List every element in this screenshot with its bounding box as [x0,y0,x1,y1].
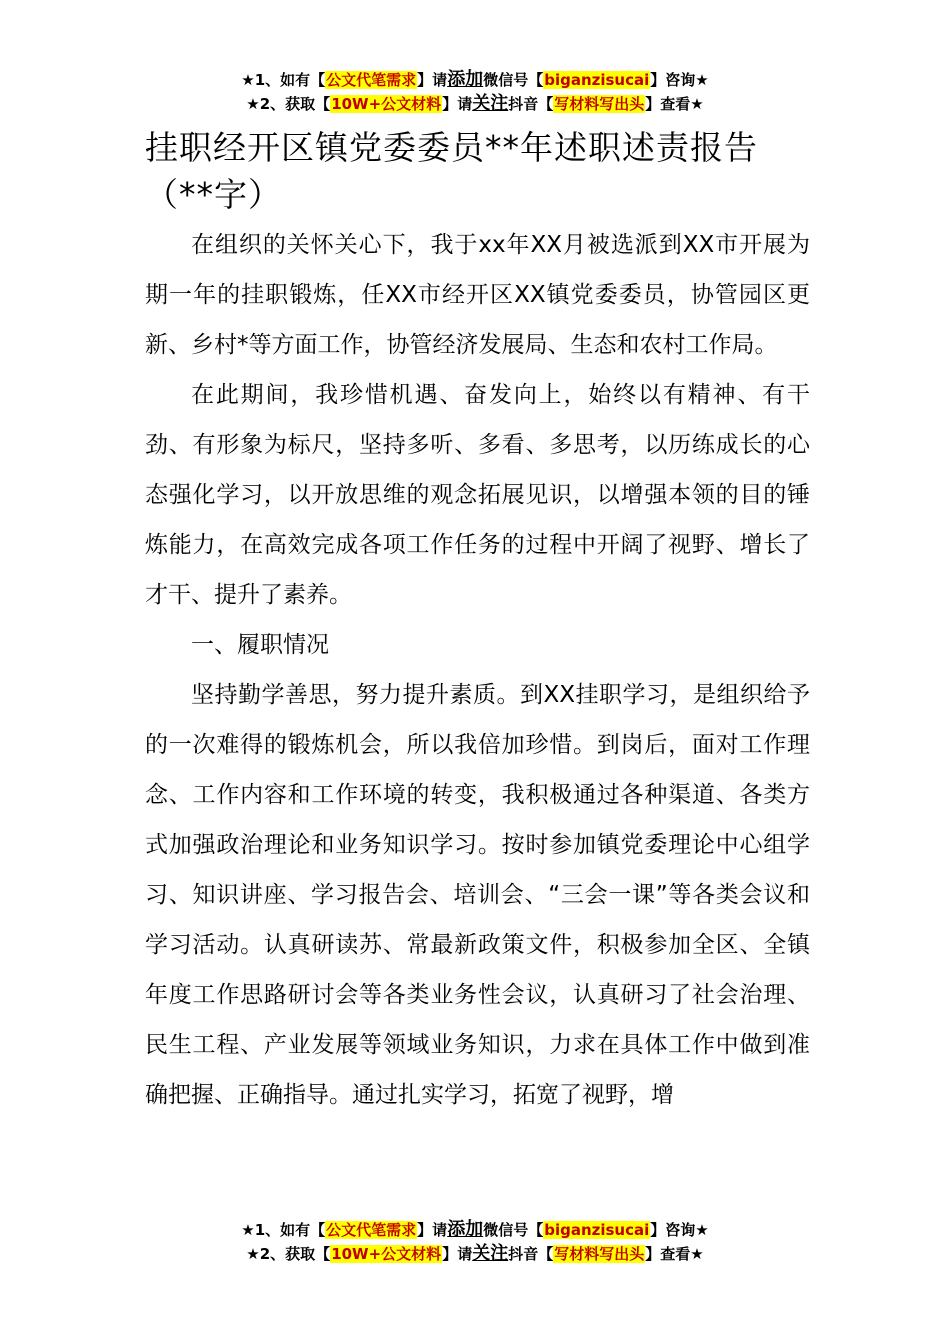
banner-text: 微信号【 [483,1221,544,1239]
paragraph: 在此期间，我珍惜机遇、奋发向上，始终以有精神、有干劲、有形象为标尺，坚持多听、多看、多思考，以历练成长的心态强化学习，以开放思维的观念拓展见识，以增强本领的目的锤炼能力，在高效完成各项工作任务的过程中开阔了视野、增长了才干、提升了素养。 [145,382,810,608]
banner-line-2 [0,92,950,116]
banner-text: 】请 [442,1245,473,1263]
banner-text: ★2、获取【 [246,1245,331,1263]
banner-text: 】请 [417,1221,448,1239]
banner-text: 抖音【 [508,95,554,113]
banner-text: ★1、如有【 [241,1221,326,1239]
footer-banner [0,1218,950,1266]
document-body [145,220,810,1120]
banner-text: 】咨询★ [650,1221,709,1239]
banner-highlight: 10W+公文材料 [331,95,442,113]
banner-wechat-id: biganzisucai [544,71,650,89]
banner-text: ★1、如有【 [241,71,326,89]
paragraph: 坚持勤学善思，努力提升素质。到XX挂职学习，是组织给予的一次难得的锻炼机会，所以我倍加珍惜。到岗后，面对工作理念、工作内容和工作环境的转变，我积极通过各种渠道、各类方式加强政治理论和业务知识学习。按时参加镇党委理论中心组学习、知识讲座、学习报告会、培训会、“三会一课”等各类会议和学习活动。认真研读苏、常最新政策文件，积极参加全区、全镇年度工作思路研讨会等各类业务性会议，认真研习了社会治理、民生工程、产业发展等领域业务知识，力求在具体工作中做到准确把握、正确指导。通过扎实学习，拓宽了视野，增 [145,682,810,1108]
banner-text: 】请 [417,71,448,89]
banner-emphasis: 添加 [447,69,484,90]
section-heading: 一、履职情况 [191,632,329,658]
banner-douyin-id: 写材料写出头 [554,95,645,113]
banner-text: ★2、获取【 [246,95,331,113]
banner-highlight: 10W+公文材料 [331,1245,442,1263]
banner-highlight: 公文代笔需求 [326,1221,417,1239]
banner-line-1 [0,68,950,92]
banner-text: 抖音【 [508,1245,554,1263]
banner-emphasis: 关注 [472,93,509,114]
banner-highlight: 公文代笔需求 [326,71,417,89]
banner-text: 微信号【 [483,71,544,89]
banner-douyin-id: 写材料写出头 [554,1245,645,1263]
banner-text: 】请 [442,95,473,113]
banner-text: 】查看★ [645,95,704,113]
banner-wechat-id: biganzisucai [544,1221,650,1239]
banner-text: 】查看★ [645,1245,704,1263]
document-title: 挂职经开区镇党委委员**年述职述责报告（**字） [145,128,758,214]
banner-emphasis: 添加 [447,1219,484,1240]
banner-text: 】咨询★ [650,71,709,89]
header-banner [0,68,950,116]
paragraph: 在组织的关怀关心下，我于xx年XX月被选派到XX市开展为期一年的挂职锻炼，任XX市经开区XX镇党委委员，协管园区更新、乡村*等方面工作，协管经济发展局、生态和农村工作局。 [145,232,810,358]
banner-line-2 [0,1242,950,1266]
banner-line-1 [0,1218,950,1242]
banner-emphasis: 关注 [472,1243,509,1264]
